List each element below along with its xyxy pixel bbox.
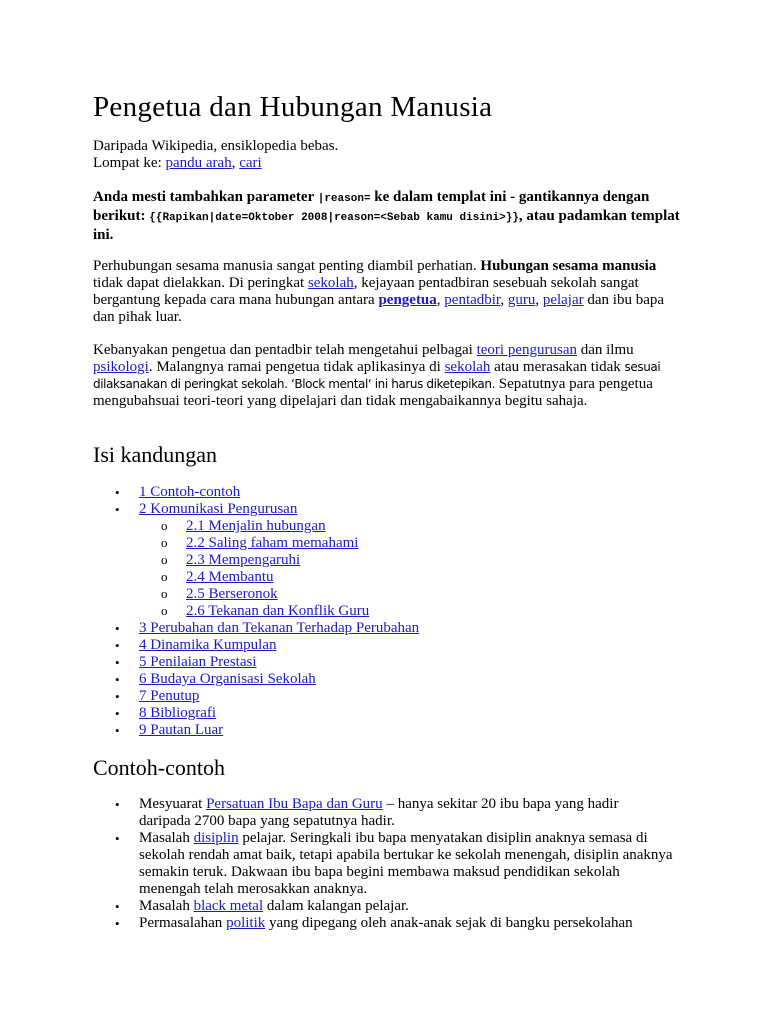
list-item	[93, 915, 673, 932]
site-subtitle	[93, 138, 693, 172]
toc-item	[93, 484, 693, 501]
b2-text-1: Masalah	[139, 830, 194, 846]
toc-link[interactable]: 2.5 Berseronok	[186, 586, 278, 602]
toc-item	[93, 518, 693, 535]
contoh-list	[93, 796, 673, 932]
p1-comma-3: ,	[535, 292, 543, 308]
b4-text-2: yang dipegang oleh anak-anak sejak di bangku persekolahan	[265, 915, 633, 931]
link-sekolah-2[interactable]: sekolah	[444, 359, 491, 375]
jump-sep: ,	[231, 155, 240, 171]
toc-link[interactable]: 3 Perubahan dan Tekanan Terhadap Perubahan	[139, 620, 420, 636]
p1-comma-2: ,	[500, 292, 508, 308]
toc-item	[93, 671, 693, 688]
notice-text-3: , atau padamkan templat ini.	[93, 208, 680, 243]
toc-item	[93, 552, 693, 569]
list-item	[93, 830, 673, 898]
list-item	[93, 898, 673, 915]
toc-heading: Isi kandungan	[93, 442, 218, 467]
toc-link[interactable]: 2 Komunikasi Pengurusan	[139, 501, 298, 517]
toc-link[interactable]: 6 Budaya Organisasi Sekolah	[139, 671, 316, 687]
toc-link[interactable]: 7 Penutup	[139, 688, 200, 704]
toc-item	[93, 569, 693, 586]
b1-text-2: – hanya sekitar 20 ibu bapa yang hadir daripada 2700 bapa yang sepatutnya hadir.	[139, 796, 619, 829]
jump-search-link[interactable]: cari	[239, 155, 262, 171]
toc-item	[93, 603, 693, 620]
toc-list	[93, 484, 693, 739]
p1-text-3: , kejayaan pentadbiran sesebuah sekolah sangat bergantung kepada cara mana hubungan antara	[93, 275, 639, 308]
p1-text-1: Perhubungan sesama manusia sangat penting diambil perhatian.	[93, 258, 481, 274]
jump-label: Lompat ke:	[93, 155, 166, 171]
notice-code-1: |reason=	[317, 193, 371, 205]
toc-item	[93, 654, 693, 671]
toc-link[interactable]: 1 Contoh-contoh	[139, 484, 241, 500]
toc-item	[93, 637, 693, 654]
p1-bold: Hubungan sesama manusia	[480, 258, 657, 274]
link-psikologi[interactable]: psikologi	[93, 359, 149, 375]
toc-item	[93, 535, 693, 552]
link-teori-pengurusan[interactable]: teori pengurusan	[476, 342, 577, 358]
toc-item	[93, 688, 693, 705]
from-text: Daripada Wikipedia, ensiklopedia bebas.	[93, 138, 339, 154]
toc-item	[93, 501, 693, 518]
p1-text-2: tidak dapat dielakkan. Di peringkat	[93, 275, 308, 291]
link-pentadbir[interactable]: pentadbir	[444, 292, 501, 308]
p2-text-2: dan ilmu	[576, 342, 634, 358]
second-paragraph	[93, 342, 683, 410]
p2-text-5: Sepatutnya para pengetua mengubahsuai teori-teori yang dipelajari dan tidak mengabaikannya begitu sahaja.	[93, 376, 653, 409]
p2-text-3: . Malangnya ramai pengetua tidak aplikasinya di	[148, 359, 445, 375]
b1-text-1: Mesyuarat	[139, 796, 207, 812]
link-guru[interactable]: guru	[507, 292, 536, 308]
toc-link[interactable]: 2.4 Membantu	[186, 569, 274, 585]
toc-link[interactable]: 2.2 Saling faham memahami	[186, 535, 359, 551]
toc-link[interactable]: 9 Pautan Luar	[139, 722, 224, 738]
toc-link[interactable]: 2.1 Menjalin hubungan	[186, 518, 326, 534]
link-pelajar[interactable]: pelajar	[542, 292, 584, 308]
intro-paragraph	[93, 258, 683, 326]
toc-link[interactable]: 5 Penilaian Prestasi	[139, 654, 257, 670]
b3-text-1: Masalah	[139, 898, 194, 914]
p2-text-1: Kebanyakan pengetua dan pentadbir telah mengetahui pelbagai	[93, 342, 477, 358]
link-pengetua[interactable]: pengetua	[378, 292, 437, 308]
list-item	[93, 796, 673, 830]
toc-item	[93, 586, 693, 603]
p1-text-4: dan ibu bapa dan pihak luar.	[93, 292, 665, 325]
toc-item	[93, 620, 693, 637]
link-politik[interactable]: politik	[226, 915, 266, 931]
jump-nav-link[interactable]: pandu arah	[165, 155, 232, 171]
link-disiplin[interactable]: disiplin	[193, 830, 239, 846]
p2-text-4: atau merasakan tidak	[490, 359, 625, 375]
toc-link[interactable]: 2.3 Mempengaruhi	[186, 552, 301, 568]
p2-small-text: sesuai dilaksanakan di peringkat sekolah. ‘Block mental‘ ini harus diketepikan.	[93, 360, 661, 391]
toc-link[interactable]: 4 Dinamika Kumpulan	[139, 637, 277, 653]
cleanup-notice	[93, 189, 683, 244]
page-title: Pengetua dan Hubungan Manusia	[93, 91, 493, 123]
b2-text-2: pelajar. Seringkali ibu bapa menyatakan disiplin anaknya semasa di sekolah rendah amat baik, tetapi apabila bertukar ke sekolah menengah, disiplin anaknya semakin teruk. Dakwaan ibu bapa begini membawa maksud pendidikan sekolah menengah telah merosakkan anaknya.	[139, 830, 673, 897]
p1-comma-1: ,	[436, 292, 445, 308]
section-heading-contoh: Contoh-contoh	[93, 755, 225, 780]
b3-text-2: dalam kalangan pelajar.	[263, 898, 409, 914]
link-pibg[interactable]: Persatuan Ibu Bapa dan Guru	[206, 796, 383, 812]
toc-link[interactable]: 8 Bibliografi	[139, 705, 217, 721]
notice-text-1: Anda mesti tambahkan parameter	[93, 189, 318, 205]
link-sekolah[interactable]: sekolah	[307, 275, 354, 291]
notice-text-2: ke dalam templat ini - gantikannya dengan berikut:	[93, 189, 650, 224]
toc-item	[93, 705, 693, 722]
toc-link[interactable]: 2.6 Tekanan dan Konflik Guru	[186, 603, 370, 619]
notice-code-2: {{Rapikan|date=Oktober 2008|reason=<Sebab kamu disini>}}	[149, 212, 519, 224]
link-black-metal[interactable]: black metal	[193, 898, 264, 914]
toc-item	[93, 722, 693, 739]
b4-text-1: Permasalahan	[139, 915, 227, 931]
